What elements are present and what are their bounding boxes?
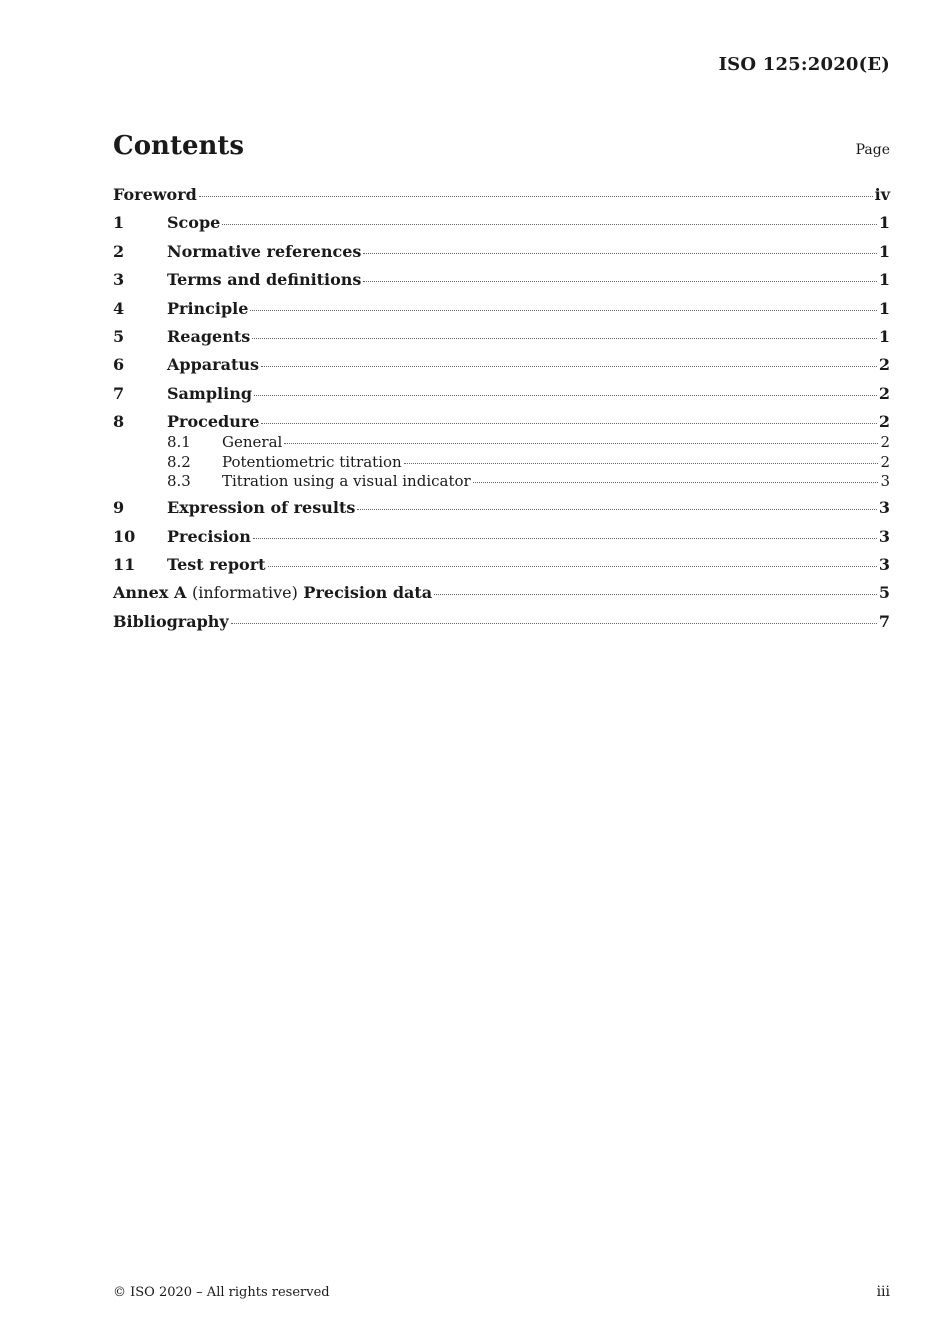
toc-entry-page: 2 bbox=[878, 355, 890, 374]
toc-entry-title: Potentiometric titration bbox=[222, 453, 402, 471]
toc-entry-test-report[interactable] bbox=[113, 555, 890, 574]
toc-entry-number: 9 bbox=[113, 498, 125, 517]
toc-entry-title: Apparatus bbox=[167, 355, 259, 374]
dot-leader bbox=[199, 196, 873, 197]
toc-entry-number: 8.1 bbox=[167, 433, 191, 451]
toc-entry-foreword[interactable] bbox=[113, 185, 890, 204]
contents-heading: Contents bbox=[113, 131, 245, 161]
copyright-notice: © ISO 2020 – All rights reserved bbox=[113, 1285, 330, 1300]
toc-entry-number: 6 bbox=[113, 355, 125, 374]
dot-leader bbox=[284, 443, 878, 444]
dot-leader bbox=[253, 538, 877, 539]
toc-entry-page: 5 bbox=[878, 583, 890, 602]
toc-entry-title: Terms and definitions bbox=[167, 270, 362, 289]
toc-entry-sampling[interactable] bbox=[113, 384, 890, 403]
toc-entry-number: 7 bbox=[113, 384, 125, 403]
toc-entry-number: 1 bbox=[113, 213, 125, 232]
dot-leader bbox=[250, 310, 876, 311]
toc-entry-title bbox=[113, 583, 432, 602]
toc-entry-number: 3 bbox=[113, 270, 125, 289]
toc-entry-page: 3 bbox=[878, 527, 890, 546]
page-number: iii bbox=[876, 1284, 890, 1300]
toc-entry-title: Normative references bbox=[167, 242, 362, 261]
dot-leader bbox=[357, 509, 877, 510]
toc-entry-page: iv bbox=[874, 185, 890, 204]
annex-title: Precision data bbox=[303, 583, 433, 602]
toc-entry-title: Bibliography bbox=[113, 612, 229, 631]
toc-entry-number: 8 bbox=[113, 412, 125, 431]
toc-entry-reagents[interactable] bbox=[113, 327, 890, 346]
dot-leader bbox=[363, 281, 876, 282]
toc-entry-terms-and-definitions[interactable] bbox=[113, 270, 890, 289]
toc-entry-title: Precision bbox=[167, 527, 251, 546]
toc-entry-page: 3 bbox=[878, 555, 890, 574]
toc-entry-number: 4 bbox=[113, 299, 125, 318]
toc-entry-title: Test report bbox=[167, 555, 266, 574]
toc-subentry-general[interactable] bbox=[113, 433, 890, 451]
toc-entry-page: 1 bbox=[878, 242, 890, 261]
toc-entry-principle[interactable] bbox=[113, 299, 890, 318]
toc-entry-title: Sampling bbox=[167, 384, 253, 403]
toc-entry-page: 1 bbox=[878, 213, 890, 232]
toc-entry-apparatus[interactable] bbox=[113, 355, 890, 374]
toc-entry-number: 2 bbox=[113, 242, 125, 261]
toc-entry-normative-references[interactable] bbox=[113, 242, 890, 261]
toc-entry-precision[interactable] bbox=[113, 527, 890, 546]
toc-entry-page: 1 bbox=[878, 299, 890, 318]
toc-entry-page: 7 bbox=[878, 612, 890, 631]
toc-entry-title: General bbox=[222, 433, 283, 451]
toc-entry-title: Reagents bbox=[167, 327, 251, 346]
dot-leader bbox=[231, 623, 877, 624]
toc-entry-bibliography[interactable] bbox=[113, 612, 890, 631]
toc-entry-procedure[interactable] bbox=[113, 412, 890, 431]
toc-entry-page: 2 bbox=[878, 412, 890, 431]
toc-entry-number: 11 bbox=[113, 555, 136, 574]
dot-leader bbox=[268, 566, 877, 567]
toc-entry-title: Expression of results bbox=[167, 498, 356, 517]
toc-entry-number: 8.2 bbox=[167, 453, 191, 471]
toc-entry-title: Procedure bbox=[167, 412, 260, 431]
dot-leader bbox=[363, 253, 876, 254]
toc-entry-number: 5 bbox=[113, 327, 125, 346]
dot-leader bbox=[222, 224, 877, 225]
toc-entry-page: 1 bbox=[878, 327, 890, 346]
toc-entry-title: Scope bbox=[167, 213, 221, 232]
dot-leader bbox=[252, 338, 877, 339]
toc-entry-title: Foreword bbox=[113, 185, 197, 204]
toc-subentry-titration-visual-indicator[interactable] bbox=[113, 472, 890, 490]
toc-entry-page: 2 bbox=[880, 433, 890, 451]
toc-entry-number: 10 bbox=[113, 527, 136, 546]
dot-leader bbox=[434, 594, 877, 595]
page-column-label: Page bbox=[855, 142, 890, 158]
toc-entry-scope[interactable] bbox=[113, 213, 890, 232]
toc-entry-expression-of-results[interactable] bbox=[113, 498, 890, 517]
toc-entry-page: 3 bbox=[878, 498, 890, 517]
dot-leader bbox=[473, 482, 879, 483]
toc-entry-page: 3 bbox=[880, 472, 890, 490]
document-id: ISO 125:2020(E) bbox=[718, 54, 890, 75]
toc-entry-number: 8.3 bbox=[167, 472, 191, 490]
dot-leader bbox=[261, 423, 876, 424]
toc-entry-page: 1 bbox=[878, 270, 890, 289]
annex-label: Annex A bbox=[113, 583, 187, 602]
dot-leader bbox=[254, 395, 877, 396]
annex-type: (informative) bbox=[191, 583, 298, 602]
toc-entry-page: 2 bbox=[878, 384, 890, 403]
dot-leader bbox=[261, 366, 877, 367]
toc-entry-title: Titration using a visual indicator bbox=[222, 472, 471, 490]
toc-entry-title: Principle bbox=[167, 299, 249, 318]
toc-subentry-potentiometric-titration[interactable] bbox=[113, 453, 890, 471]
toc-entry-page: 2 bbox=[880, 453, 890, 471]
toc-entry-annex-a[interactable] bbox=[113, 583, 890, 602]
dot-leader bbox=[404, 463, 879, 464]
